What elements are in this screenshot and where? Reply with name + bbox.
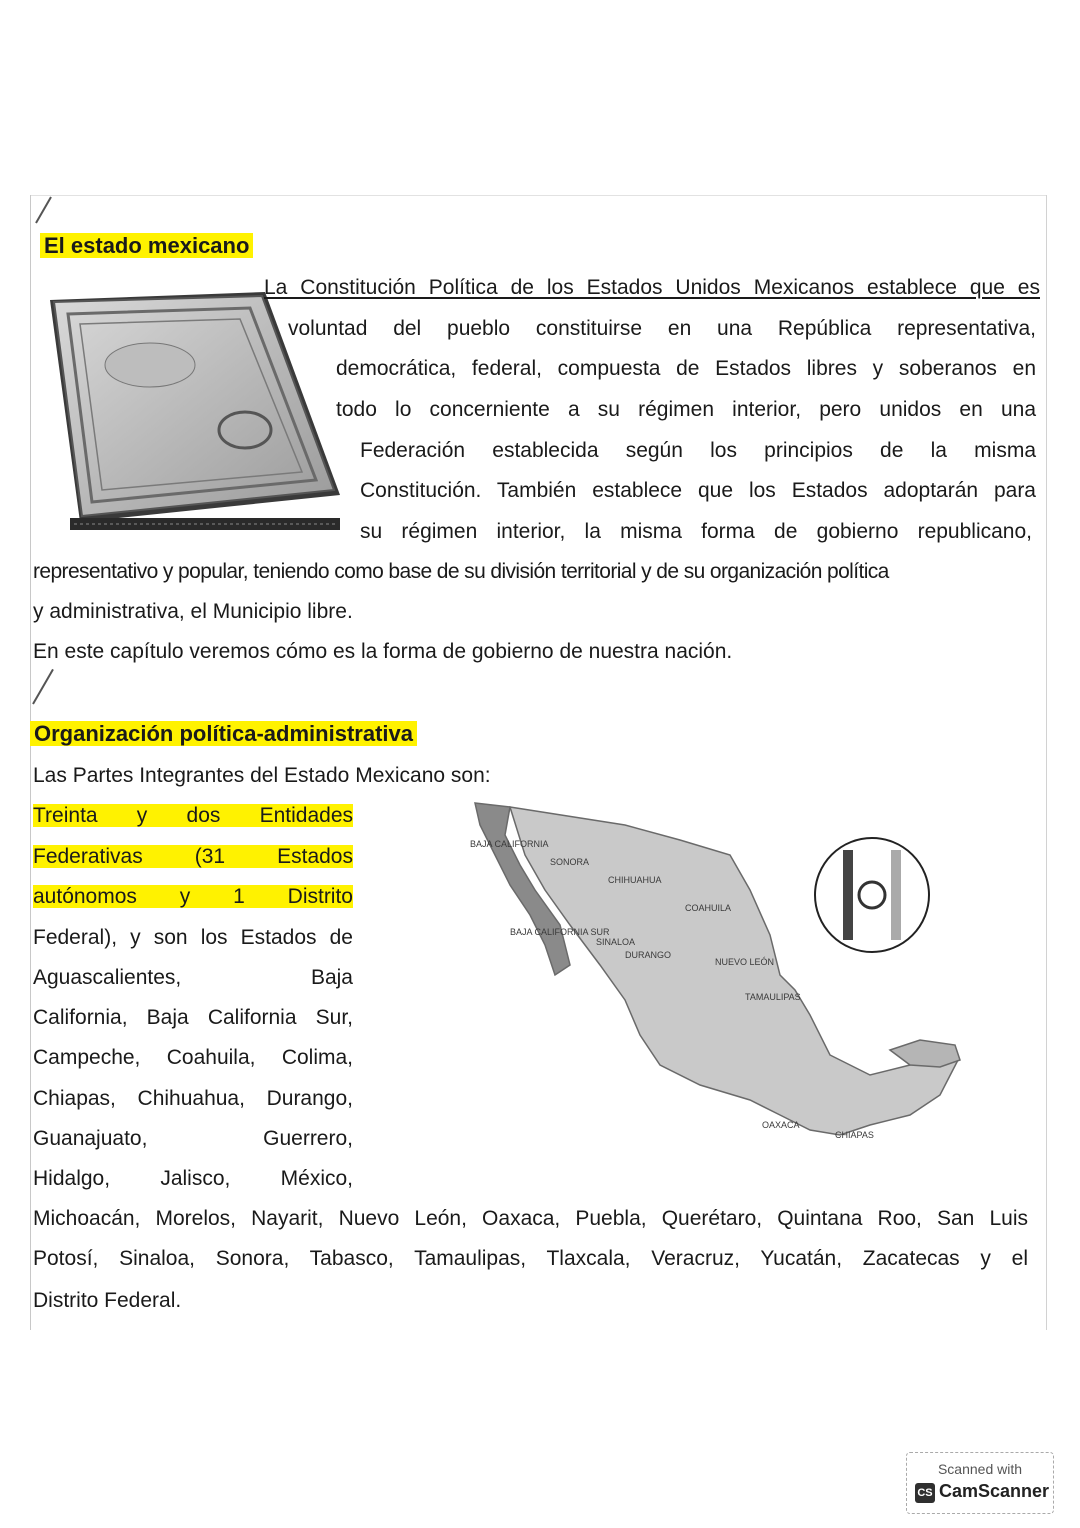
mexico-map-image bbox=[450, 795, 970, 1155]
intro-line: Las Partes Integrantes del Estado Mexicano son: bbox=[33, 764, 491, 787]
paragraph-line: Constitución. También establece que los Estados adoptarán para bbox=[360, 479, 1036, 502]
paragraph-line: representativo y popular, teniendo como base de su división territorial y de su organización política bbox=[33, 560, 889, 583]
pen-mark bbox=[32, 669, 54, 705]
map-label: CHIHUAHUA bbox=[608, 875, 662, 885]
list-line: Federal), y son los Estados de bbox=[33, 926, 353, 949]
list-text: autónomos y 1 Distrito bbox=[33, 885, 353, 908]
section-title-text: Organización política-administrativa bbox=[30, 721, 417, 746]
flag-emblem bbox=[815, 838, 929, 952]
paragraph-line bbox=[264, 274, 1040, 302]
pen-mark bbox=[35, 197, 52, 224]
paragraph-line: Federación establecida según los principios de la misma bbox=[360, 439, 1036, 462]
paragraph-text: La Constitución Política de los Estados Unidos Mexicanos establece que es bbox=[264, 276, 1040, 299]
map-label: BAJA CALIFORNIA SUR bbox=[510, 927, 610, 937]
camscanner-watermark bbox=[906, 1452, 1054, 1514]
paragraph-line: voluntad del pueblo constituirse en una República representativa, bbox=[288, 317, 1036, 340]
closing-line: En este capítulo veremos cómo es la forma de gobierno de nuestra nación. bbox=[33, 640, 733, 663]
map-label: BAJA CALIFORNIA bbox=[470, 839, 549, 849]
page-border-top bbox=[30, 195, 1046, 196]
page-border-right bbox=[1046, 195, 1047, 1330]
page-border-left bbox=[30, 195, 31, 1330]
list-line: Potosí, Sinaloa, Sonora, Tabasco, Tamaulipas, Tlaxcala, Veracruz, Yucatán, Zacatecas y el bbox=[33, 1247, 1028, 1270]
list-text: Treinta y dos Entidades bbox=[33, 804, 353, 827]
paragraph-line: su régimen interior, la misma forma de gobierno republicano, bbox=[360, 520, 1032, 543]
list-line bbox=[33, 883, 353, 911]
list-line bbox=[33, 843, 353, 871]
map-label: NUEVO LEÓN bbox=[715, 957, 775, 967]
watermark-caption: Scanned with bbox=[937, 1461, 1023, 1477]
map-label: DURANGO bbox=[625, 950, 672, 960]
paragraph-line: democrática, federal, compuesta de Estados libres y soberanos en bbox=[336, 357, 1036, 380]
section-title bbox=[40, 233, 253, 259]
section-title-text: El estado mexicano bbox=[40, 233, 253, 258]
map-label: SONORA bbox=[550, 857, 590, 867]
camscanner-logo-icon: CS bbox=[915, 1483, 935, 1503]
map-label: OAXACA bbox=[762, 1120, 800, 1130]
list-text: Federativas (31 Estados bbox=[33, 845, 353, 868]
paragraph-line: todo lo concerniente a su régimen interior, pero unidos en una bbox=[336, 398, 1036, 421]
list-line: Michoacán, Morelos, Nayarit, Nuevo León, Oaxaca, Puebla, Querétaro, Quintana Roo, San Luis bbox=[33, 1207, 1028, 1230]
section-title bbox=[30, 721, 417, 747]
list-line: Distrito Federal. bbox=[33, 1289, 182, 1312]
map-label: SINALOA bbox=[596, 937, 636, 947]
list-line: Campeche, Coahuila, Colima, bbox=[33, 1046, 353, 1069]
list-line: Hidalgo, Jalisco, México, bbox=[33, 1167, 353, 1190]
watermark-brand: CamScanner bbox=[939, 1481, 1050, 1501]
list-line: Chiapas, Chihuahua, Durango, bbox=[33, 1087, 353, 1110]
map-label: CHIAPAS bbox=[835, 1130, 874, 1140]
list-line bbox=[33, 802, 353, 830]
map-label: TAMAULIPAS bbox=[745, 992, 801, 1002]
paragraph-line: y administrativa, el Municipio libre. bbox=[33, 600, 353, 623]
list-line: Guanajuato, Guerrero, bbox=[33, 1127, 353, 1150]
list-line: Aguascalientes, Baja bbox=[33, 966, 353, 989]
list-line: California, Baja California Sur, bbox=[33, 1006, 353, 1029]
map-label: COAHUILA bbox=[685, 903, 732, 913]
